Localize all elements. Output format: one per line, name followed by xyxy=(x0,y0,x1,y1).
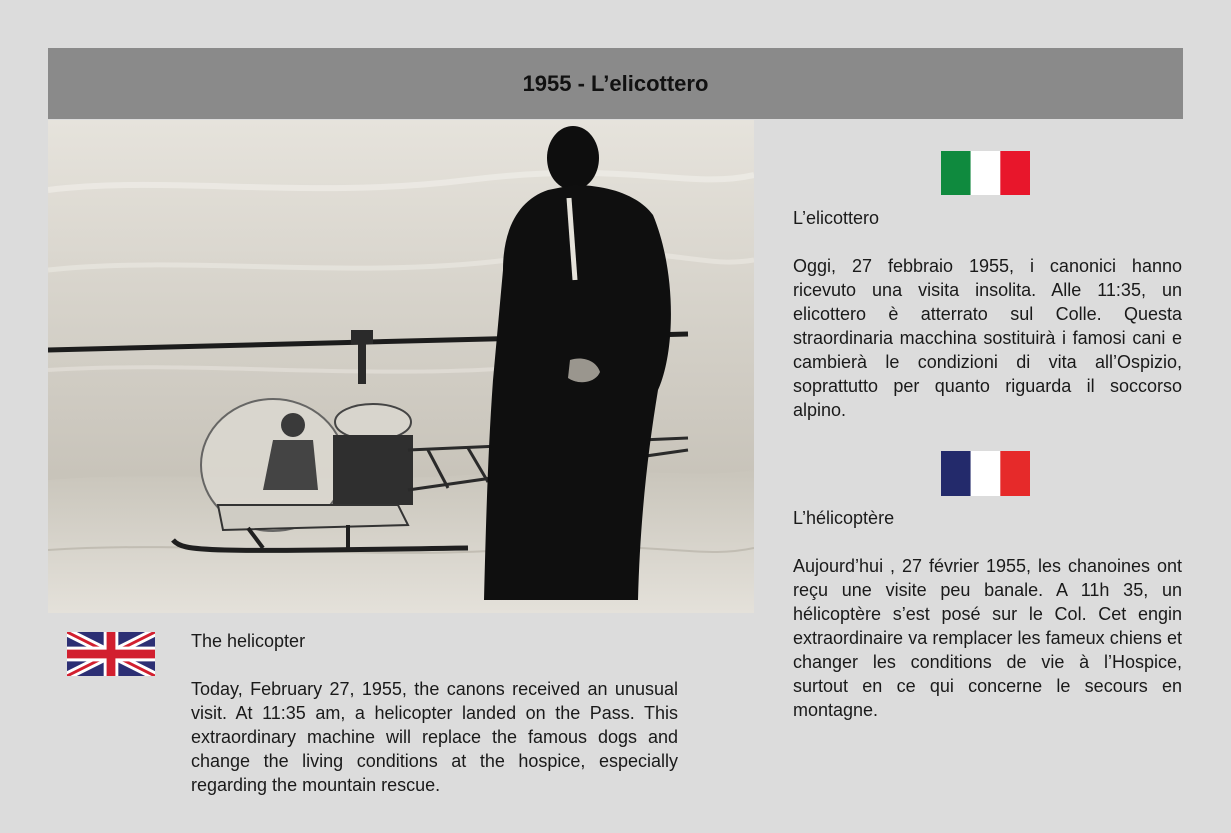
page-header xyxy=(48,48,1183,119)
french-body: Aujourd’hui , 27 février 1955, les chanoines ont reçu une visite peu banale. A 11h 35, un hélicoptère s’est posé sur le Col. Cet engin extraordinaire va remplacer les fameux chiens et changer les conditions de vie à l’Hospice, surtout en ce qui concerne le secours en montagne. xyxy=(793,556,1182,720)
french-title: L’hélicoptère xyxy=(793,508,895,528)
page-title: 1955 - L’elicottero xyxy=(522,70,709,96)
italian-title: L’elicottero xyxy=(793,208,880,228)
english-body: Today, February 27, 1955, the canons received an unusual visit. At 11:35 am, a helicopter landed on the Pass. This extraordinary machine will replace the famous dogs and change the living conditions at the hospice, especially regarding the mountain rescue. xyxy=(191,679,678,795)
uk-flag-icon xyxy=(67,632,155,676)
france-flag-icon xyxy=(941,451,1030,496)
english-section xyxy=(191,629,678,797)
italy-flag-icon xyxy=(941,151,1030,195)
italian-section xyxy=(793,206,1182,422)
english-title: The helicopter xyxy=(191,631,306,651)
french-section xyxy=(793,506,1182,722)
historical-photo xyxy=(48,120,754,613)
italian-body: Oggi, 27 febbraio 1955, i canonici hanno ricevuto una visita insolita. Alle 11:35, un elicottero è atterrato sul Colle. Questa straordinaria macchina sostituirà i famosi cani e cambierà le condizioni di vita all’Ospizio, soprattutto per quanto riguarda il soccorso alpino. xyxy=(793,256,1182,420)
